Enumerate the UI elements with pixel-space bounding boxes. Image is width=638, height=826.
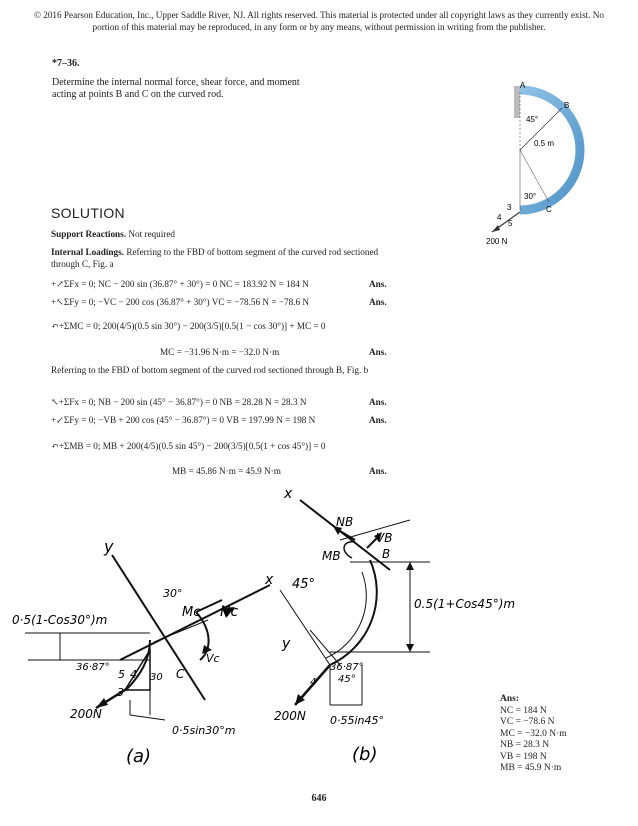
slope-4: 4 <box>497 213 502 222</box>
equation-nb: ↖+ΣFx = 0; NB − 200 sin (45° − 36.87°) = 0 NB = 28.28 N = 28.3 N <box>51 397 307 407</box>
label-b: B <box>564 101 570 110</box>
radius-label: 0.5 m <box>534 139 555 148</box>
answer-item: MC = −32.0 N·m <box>500 728 567 739</box>
fbd-a-slope3: 3 <box>117 686 124 699</box>
fbd-a-slope4: 4 <box>130 668 137 681</box>
copyright-notice: © 2016 Pearson Education, Inc., Upper Saddle River, NJ. All rights reserved. This material is protected under all copyright laws as they currently exist. No portion of this material may be reproduced, in any form or by any means, without permission in writing from the publisher. <box>33 10 605 32</box>
fbd-b-angle45b: 45° <box>338 674 356 685</box>
ans-marker: Ans. <box>369 347 387 357</box>
equation-vb: +↙ΣFy = 0; −VB + 200 cos (45° − 36.87°) = 0 VB = 197.99 N = 198 N <box>51 415 316 425</box>
angle-bottom: 30° <box>524 192 537 201</box>
fbd-b-y-axis: y <box>282 636 291 652</box>
ans-marker: Ans. <box>369 415 387 425</box>
answer-item: VB = 198 N <box>500 751 547 762</box>
wall-support <box>514 86 520 118</box>
fbd-b-dim-bottom: 0·55in45° <box>330 714 385 727</box>
answer-item: NB = 28.3 N <box>500 740 550 750</box>
result-mc: MC = −31.96 N·m = −32.0 N·m <box>160 347 280 357</box>
equation-vc: +↖ΣFy = 0; −VC − 200 cos (36.87° + 30°) VC = −78.56 N = −78.6 N <box>51 297 310 307</box>
fbd-b-mb: MB <box>322 549 341 563</box>
fbd-a-x-axis: x <box>265 572 274 588</box>
fbd-b-dim-right: 0.5(1+Cos45°)m <box>414 597 516 611</box>
fbd-a-mc: Mc <box>182 605 201 620</box>
fbd-a-vc: Vc <box>206 652 220 665</box>
fbd-b <box>270 480 530 780</box>
fbd-b-force: 200N <box>274 709 306 723</box>
answer-item: NC = 184 N <box>500 705 547 716</box>
page-number: 646 <box>311 793 327 804</box>
fbd-a-caption: (a) <box>126 746 152 767</box>
fbd-a-dim-bottom: 0·5sin30°m <box>172 724 236 737</box>
fbd-b-nb: NB <box>336 515 354 529</box>
fbd-b-angle3687: 36·87° <box>330 662 364 673</box>
fbd-a-force: 200N <box>70 707 102 721</box>
fbd-a <box>0 500 300 770</box>
fbd-a-y-axis: y <box>104 537 114 556</box>
fbd-b-slope4: 4 <box>310 677 317 688</box>
ans-marker: Ans. <box>369 466 387 476</box>
support-reactions: Support Reactions. Not required <box>51 229 176 239</box>
problem-statement: Determine the internal normal force, shear force, and moment acting at points B and C on the curved rod. <box>52 77 300 100</box>
answer-summary <box>500 694 567 775</box>
fbd-a-dim-left: 0·5(1-Cos30°)m <box>12 613 108 627</box>
ans-marker: Ans. <box>369 297 387 307</box>
fbd-a-angle30: 30° <box>163 587 183 600</box>
fbd-a-nc: Nc <box>220 604 239 620</box>
problem-number: *7–36. <box>52 58 80 69</box>
angle-top: 45° <box>526 115 539 124</box>
equation-mb: ↶+ΣMB = 0; MB + 200(4/5)(0.5 sin 45°) − 200(3/5)[0.5(1 + cos 45°)] = 0 <box>51 441 326 451</box>
equation-nc: +↗ΣFx = 0; NC − 200 sin (36.87° + 30°) = 0 NC = 183.92 N = 184 N <box>51 279 309 289</box>
fbd-b-vb: VB <box>376 531 393 545</box>
fbd-a-slope5: 5 <box>118 668 125 681</box>
answer-item: VC = −78.6 N <box>500 717 555 727</box>
ans-marker: Ans. <box>369 279 387 289</box>
force-label: 200 N <box>486 237 508 246</box>
problem-figure <box>470 80 610 250</box>
result-mb: MB = 45.86 N·m = 45.9 N·m <box>172 466 281 476</box>
fbd-b-x-axis: x <box>284 486 293 502</box>
label-a: A <box>520 81 526 90</box>
paragraph-b: Referring to the FBD of bottom segment of the curved rod sectioned through B, Fig. b <box>51 365 369 375</box>
label-c: C <box>546 205 552 214</box>
answer-heading: Ans: <box>500 694 520 704</box>
solution-heading: SOLUTION <box>51 205 125 221</box>
equation-mc: ↶+ΣMC = 0; 200(4/5)(0.5 sin 30°) − 200(3/5)[0.5(1 − cos 30°)] + MC = 0 <box>51 321 326 331</box>
fbd-a-point-c: C <box>176 667 185 681</box>
internal-loadings: Internal Loadings. Referring to the FBD of bottom segment of the curved rod sectioned through C, Fig. a <box>51 247 379 269</box>
slope-5: 5 <box>508 219 513 228</box>
fbd-a-angle3687: 36·87° <box>76 662 110 673</box>
slope-3: 3 <box>507 203 512 212</box>
ans-marker: Ans. <box>369 397 387 407</box>
answer-item: MB = 45.9 N·m <box>500 763 562 773</box>
fbd-b-angle45: 45° <box>292 577 316 592</box>
fbd-b-point-b: B <box>382 547 391 561</box>
fbd-a-angle30b: 30 <box>150 672 163 683</box>
fbd-b-caption: (b) <box>352 744 378 765</box>
